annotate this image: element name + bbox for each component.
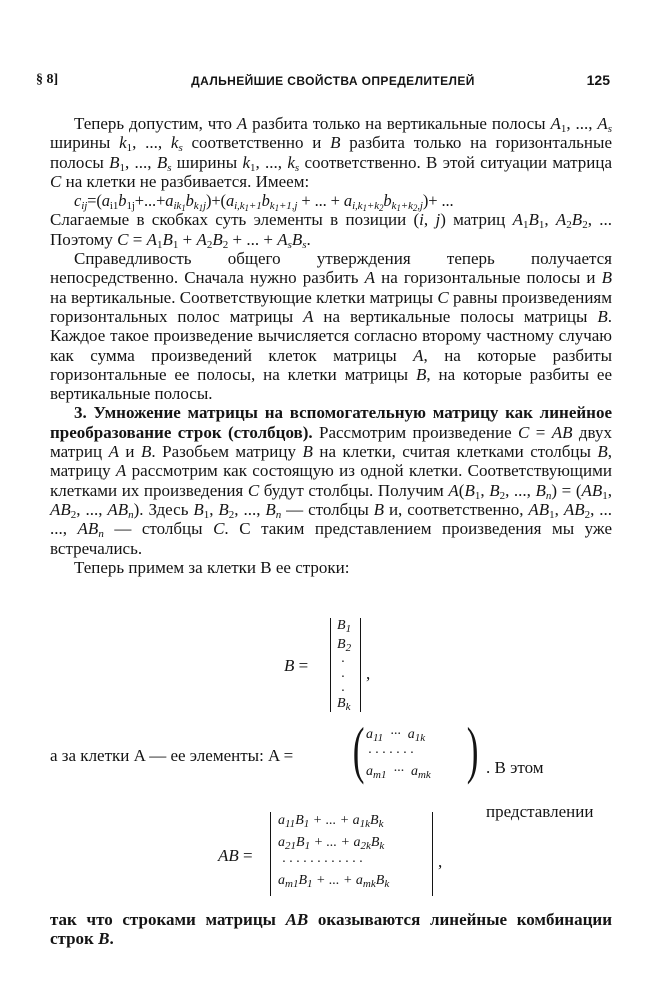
matrix-ab-row-2: $a_{21}B_1$ + ... + $a_{2k}B_k$	[278, 835, 385, 852]
formula-cij: $c_{ij}=(a_{i1}b_{1j}+...+a_{ik_1}b_{k_1j})+(a_{i,k_1+1}b_{k_1+1,j}$ + ... + $a_{i,k_1+k_2}b_{k_1+k_2,j})+$ ...	[74, 191, 454, 214]
page-number: 125	[586, 72, 610, 88]
matrix-ab-comma: ,	[438, 852, 443, 871]
closing-text	[50, 910, 612, 949]
matrix-b-left-bar	[330, 618, 331, 712]
matrix-b-label: B =	[284, 656, 309, 675]
matrix-a-row-1: $a_{11}$ ··· $a_{1k}$	[366, 727, 426, 744]
matrix-b-dots-1: ·	[341, 655, 345, 670]
matrix-b-dots-2: ·	[341, 670, 345, 685]
matrix-ab-row-1: $a_{11}B_1$ + ... + $a_{1k}B_k$	[278, 813, 384, 830]
paragraph-2: Слагаемые в скобках суть элементы в позиции (i, j) матриц $A_1B_1$, $A_2B_2$, ... Поэтому $C = A_1B_1 + A_2B_2$ + ... + $A_sB_s$.	[50, 210, 612, 251]
paragraph-5: Теперь примем за клетки B ее строки:	[74, 557, 350, 577]
matrix-a-row-m: $a_{m1}$ ··· $a_{mk}$	[366, 764, 431, 781]
matrix-b-row-1: $B_1$	[337, 618, 352, 635]
matrix-b-row-k: $B_k$	[337, 696, 351, 713]
running-title: ДАЛЬНЕЙШИЕ СВОЙСТВА ОПРЕДЕЛИТЕЛЕЙ	[191, 74, 475, 88]
paragraph-1: Теперь допустим, что A разбита только на вертикальные полосы $A_1$, ..., $A_s$ ширины $k_1$, ..., $k_s$ соответственно и B разбита только на горизонтальные полосы $B_1$, ..., $B_s$ ширины $k_1$, ..., $k_s$ соответственно. В этой ситуации матрица C на клетки не разбивается. Имеем:	[50, 114, 613, 191]
matrix-a-right-paren: )	[466, 714, 479, 785]
matrix-ab-row-dots: · · · · · · · · · · · ·	[282, 855, 363, 870]
matrix-ab-right-bar	[432, 812, 433, 896]
matrix-b-comma: ,	[366, 664, 371, 683]
matrix-a-left-paren: (	[352, 714, 365, 785]
matrix-b-right-bar	[360, 618, 361, 712]
paragraph-7: так что строками матрицы AB оказываются линейные комбинации строк B.	[50, 910, 612, 949]
paragraph-3: Справедливость общего утверждения теперь получается непосредственно. Сначала нужно разбить A на горизонтальные полосы и B на вертикальные. Соответствующие клетки матрицы C равны произведениям горизонтальных полос матрицы A на вертикальные полосы матрицы B. Каждое такое произведение вычисляется согласно второму частному случаю как сумма произведений клеток матрицы A, на которые разбиты горизонтальные ее полосы, на клетки матрицы B, на которые разбиты ее вертикальные полосы.	[50, 249, 612, 404]
paragraph-4: 3. Умножение матрицы на вспомогательную матрицу как линейное преобразование строк (столбцов). Рассмотрим произведение C = AB двух матриц A и B. Разобьем матрицу B на клетки, считая клетками столбцы B, матрицу A рассмотрим как состоящую из одной клетки. Соответствующими клетками их произведения C будут столбцы. Получим $A(B_1$, $B_2$, ..., $B_n) = (AB_1$, $AB_2$, ..., $AB_n$). Здесь $B_1$, $B_2$, ..., $B_n$ — столбцы B и, соответственно, $AB_1$, $AB_2$, ... ..., $AB_n$ — столбцы C. С таким представлением произведения мы уже встречались.	[50, 403, 613, 558]
matrix-a-intro	[50, 746, 293, 766]
matrix-ab-label: AB =	[218, 846, 253, 865]
matrix-a-trailing-text: . В этом представлении	[486, 758, 594, 821]
section-marker: § 8]	[36, 72, 59, 87]
body-text	[50, 114, 612, 577]
matrix-a-trailing	[486, 746, 594, 834]
matrix-b-row-2: $B_2$	[337, 637, 352, 654]
matrix-b-dots-3: ·	[341, 684, 345, 699]
matrix-ab-row-m: $a_{m1}B_1$ + ... + $a_{mk}B_k$	[278, 873, 390, 890]
matrix-ab-left-bar	[270, 812, 271, 896]
matrix-a-row-dots: · · · · · · ·	[368, 746, 414, 761]
matrix-a-intro-text: а за клетки A — ее элементы: A =	[50, 746, 294, 765]
